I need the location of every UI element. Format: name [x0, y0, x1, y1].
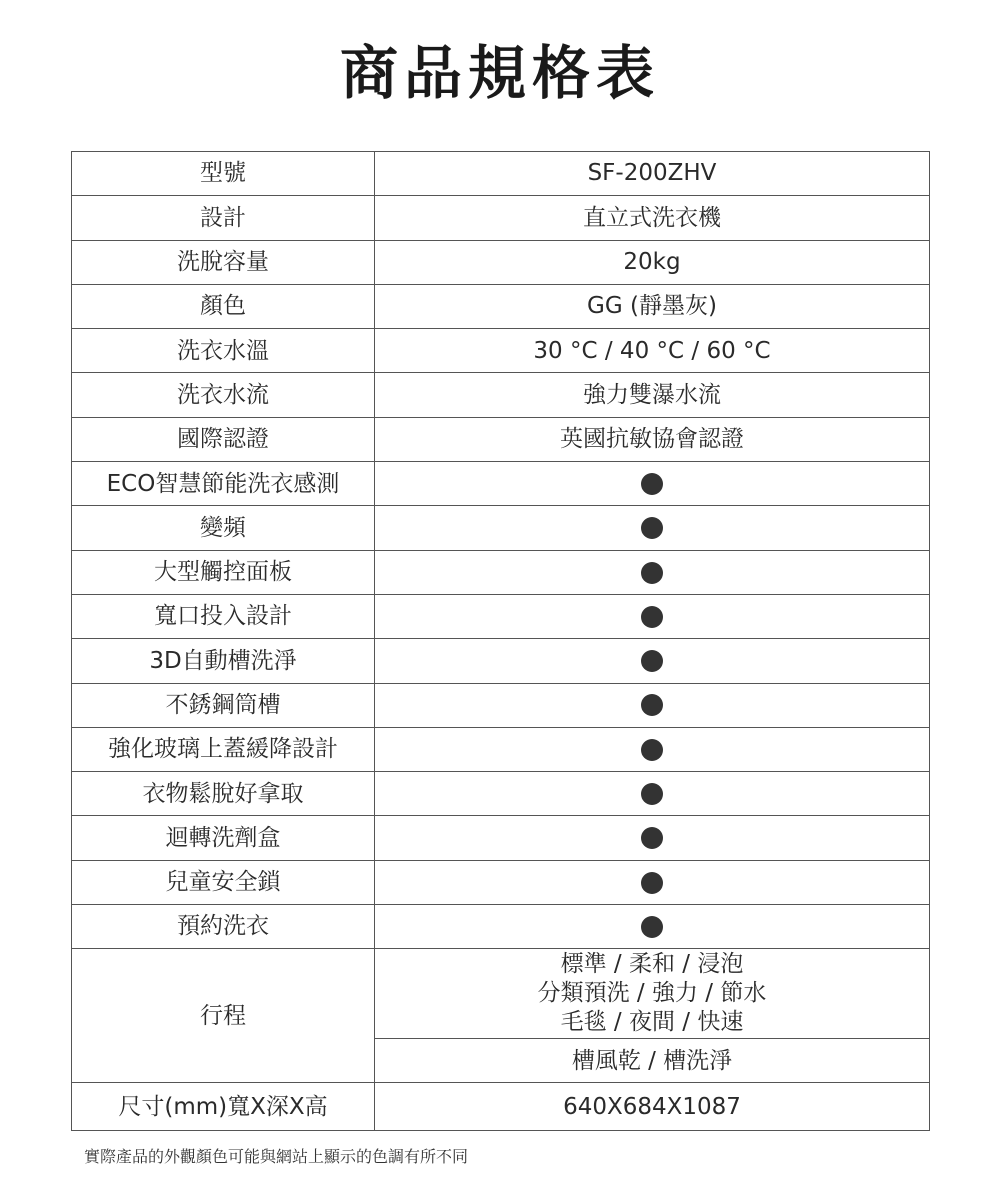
spec-label: 國際認證 — [72, 417, 375, 461]
feature-dot-icon — [641, 827, 663, 849]
spec-label: 設計 — [72, 196, 375, 240]
program-mode-line: 毛毯 / 夜間 / 快速 — [560, 1009, 744, 1036]
spec-label: ECO智慧節能洗衣感測 — [72, 462, 375, 506]
spec-value — [375, 639, 930, 683]
spec-label: 洗衣水溫 — [72, 329, 375, 373]
spec-value — [375, 727, 930, 771]
table-row — [72, 639, 930, 683]
table-row — [72, 329, 930, 373]
feature-dot-icon — [641, 473, 663, 495]
size-label: 尺寸(mm)寬X深X高 — [72, 1083, 375, 1131]
feature-dot-icon — [641, 872, 663, 894]
spec-label: 3D自動槽洗淨 — [72, 639, 375, 683]
spec-label: 衣物鬆脫好拿取 — [72, 772, 375, 816]
table-row-program — [72, 949, 930, 1039]
page-title: 商品規格表 — [339, 39, 660, 107]
program-mode-line: 標準 / 柔和 / 浸泡 — [560, 951, 744, 978]
table-row — [72, 506, 930, 550]
feature-dot-icon — [641, 562, 663, 584]
spec-label: 洗脫容量 — [72, 240, 375, 284]
spec-label: 兒童安全鎖 — [72, 860, 375, 904]
program-modes — [375, 949, 930, 1039]
table-row — [72, 683, 930, 727]
feature-dot-icon — [641, 606, 663, 628]
program-extra: 槽風乾 / 槽洗淨 — [375, 1039, 930, 1083]
footnote: 實際產品的外觀顏色可能與網站上顯示的色調有所不同 — [84, 1147, 469, 1166]
spec-value: 直立式洗衣機 — [375, 196, 930, 240]
table-row — [72, 417, 930, 461]
spec-label: 迴轉洗劑盒 — [72, 816, 375, 860]
table-row — [72, 240, 930, 284]
table-row — [72, 905, 930, 949]
spec-label: 預約洗衣 — [72, 905, 375, 949]
table-row-size — [72, 1083, 930, 1131]
spec-label: 顏色 — [72, 284, 375, 328]
feature-dot-icon — [641, 783, 663, 805]
spec-label: 大型觸控面板 — [72, 550, 375, 594]
size-value: 640X684X1087 — [375, 1083, 930, 1131]
spec-value — [375, 860, 930, 904]
spec-label: 變頻 — [72, 506, 375, 550]
table-row — [72, 462, 930, 506]
table-row — [72, 860, 930, 904]
feature-dot-icon — [641, 694, 663, 716]
spec-value — [375, 462, 930, 506]
spec-value — [375, 506, 930, 550]
spec-label: 強化玻璃上蓋緩降設計 — [72, 727, 375, 771]
spec-table-body — [72, 152, 930, 1131]
feature-dot-icon — [641, 739, 663, 761]
table-row — [72, 594, 930, 638]
spec-label: 洗衣水流 — [72, 373, 375, 417]
spec-value — [375, 905, 930, 949]
table-row — [72, 727, 930, 771]
table-row — [72, 284, 930, 328]
spec-value: 20kg — [375, 240, 930, 284]
program-mode-line: 分類預洗 / 強力 / 節水 — [537, 980, 767, 1007]
table-row — [72, 373, 930, 417]
feature-dot-icon — [641, 916, 663, 938]
spec-value — [375, 594, 930, 638]
spec-value: 強力雙瀑水流 — [375, 373, 930, 417]
spec-label: 寬口投入設計 — [72, 594, 375, 638]
feature-dot-icon — [641, 517, 663, 539]
table-row — [72, 152, 930, 196]
table-row — [72, 196, 930, 240]
spec-value — [375, 816, 930, 860]
spec-value: 30 °C / 40 °C / 60 °C — [375, 329, 930, 373]
spec-value — [375, 683, 930, 727]
spec-table — [71, 151, 930, 1131]
spec-value — [375, 550, 930, 594]
table-row — [72, 550, 930, 594]
spec-label: 不銹鋼筒槽 — [72, 683, 375, 727]
spec-value: GG (靜墨灰) — [375, 284, 930, 328]
table-row — [72, 772, 930, 816]
program-label: 行程 — [72, 949, 375, 1083]
spec-value: 英國抗敏協會認證 — [375, 417, 930, 461]
table-row — [72, 816, 930, 860]
feature-dot-icon — [641, 650, 663, 672]
spec-value: SF-200ZHV — [375, 152, 930, 196]
spec-label: 型號 — [72, 152, 375, 196]
spec-value — [375, 772, 930, 816]
